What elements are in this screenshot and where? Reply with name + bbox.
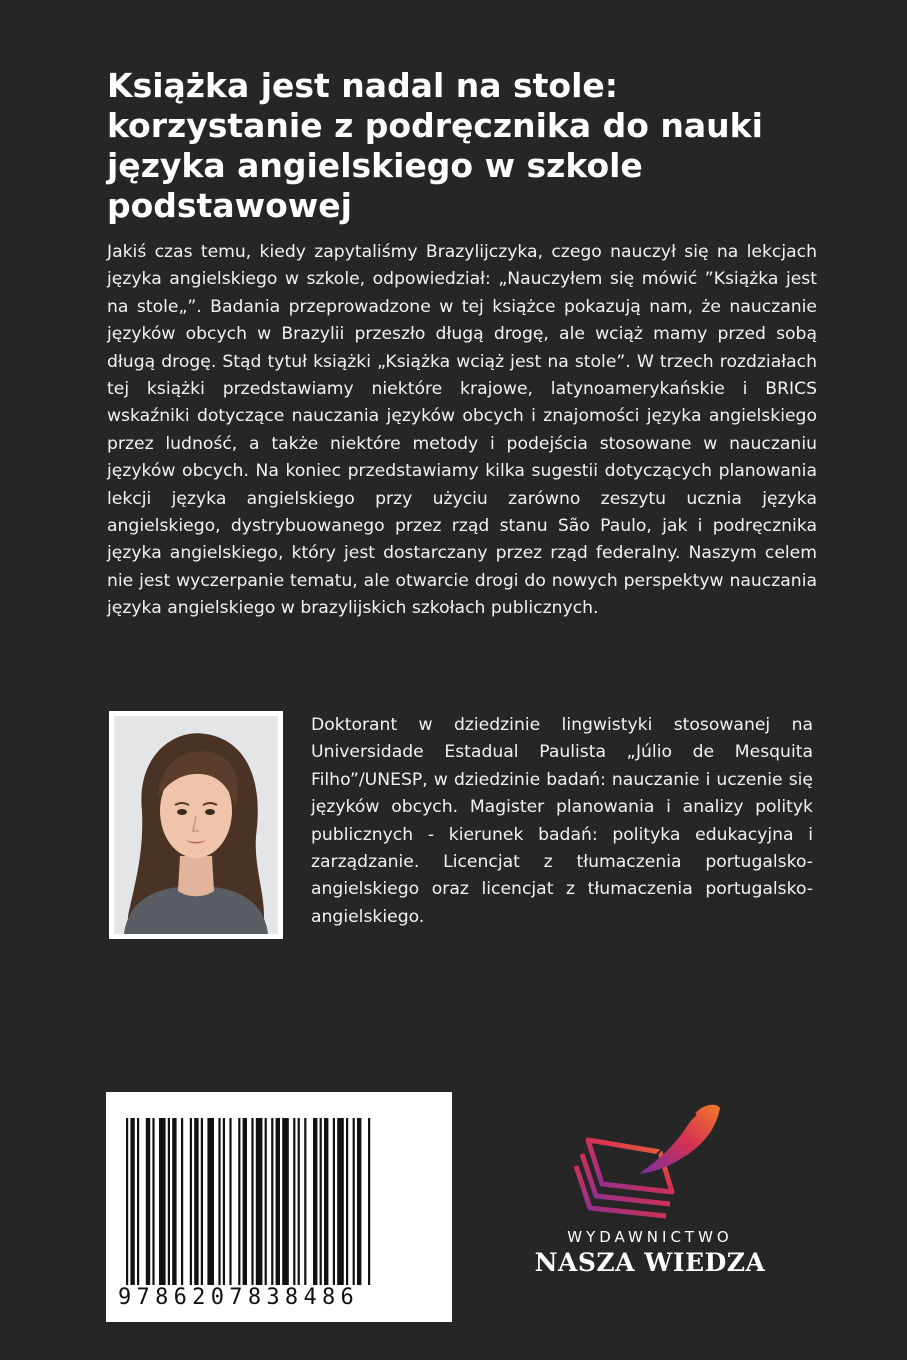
barcode-bar	[146, 1118, 150, 1298]
author-bio: Doktorant w dziedzinie lingwistyki stosowanej na Universidade Estadual Paulista „Júlio de Mesquita Filho”/UNESP, w dziedzinie badań: nauczanie i uczenie się języków obcych. Magister planowania i analizy polityk publicznych - kierunek badań: polityka edukacyjna i zarządzanie. Licencjat z tłumaczenia portugalsko-angielskiego oraz licencjat z tłumaczenia portugalsko-angielskiego.	[311, 715, 813, 927]
barcode-bar	[265, 1118, 267, 1298]
barcode-bar	[368, 1118, 370, 1298]
book-description: Jakiś czas temu, kiedy zapytaliśmy Brazylijczyka, czego nauczył się na lekcjach języka angielskiego w szkole, odpowiedział: „Nauczyłem się mówić ”Książka jest na stole„”. Badania przeprowadzone w tej książce pokazują nam, że nauczanie języków obcych w Brazylii przeszło długą drogę, ale wciąż mamy przed sobą długą drogę. Stąd tytuł książki „Książka wciąż jest na stole”. W trzech rozdziałach tej książki przedstawiamy niektóre krajowe, latynoamerykańskie i BRICS wskaźniki dotyczące nauczania języków obcych i znajomości języka angielskiego przez ludność, a także niektóre metody i podejścia stosowane w nauczaniu języków obcych. Na koniec przedstawiamy kilka sugestii dotyczących planowania lekcji języka angielskiego przy użyciu zarówno zeszytu ucznia języka angielskiego, dystrybuowanego przez rząd stanu São Paulo, jak i podręcznika języka angielskiego, który jest dostarczany przez rząd federalny. Naszym celem nie jest wyczerpanie tematu, ale otwarcie drogi do nowych perspektyw nauczania języka angielskiego w brazylijskich szkołach publicznych.	[107, 242, 817, 619]
barcode-bar	[137, 1118, 139, 1298]
barcode-bar	[207, 1118, 214, 1298]
publisher-logo	[520, 1100, 780, 1290]
barcode-bar	[194, 1118, 198, 1298]
publisher-label: WYDAWNICTWO	[567, 1228, 733, 1246]
barcode-bar	[353, 1118, 355, 1298]
barcode-bar	[238, 1118, 240, 1298]
author-photo	[109, 711, 283, 939]
isbn-number: 9786207838486	[116, 1285, 442, 1310]
barcode-bar	[293, 1118, 295, 1298]
barcode-bar	[304, 1118, 306, 1298]
barcode-bar	[172, 1118, 176, 1298]
barcode-bar	[218, 1118, 220, 1298]
barcode-bar	[243, 1118, 247, 1298]
barcode-bar	[282, 1118, 289, 1298]
barcode-bar	[337, 1118, 344, 1298]
barcode-bar	[181, 1118, 183, 1298]
portrait-illustration	[114, 716, 278, 934]
barcode-bar	[251, 1118, 253, 1298]
barcode-bar	[126, 1118, 128, 1298]
barcode-bar	[223, 1118, 225, 1298]
barcode-bar	[276, 1118, 280, 1298]
barcode-bar	[324, 1118, 328, 1298]
barcode-bar	[190, 1118, 192, 1298]
barcode-bar	[201, 1118, 203, 1298]
barcode-bar	[229, 1118, 231, 1298]
barcode-bar	[152, 1118, 154, 1298]
barcode-bar	[256, 1118, 263, 1298]
barcode-bar	[168, 1118, 170, 1298]
barcode-bar	[320, 1118, 322, 1298]
barcode-bar	[130, 1118, 134, 1298]
barcode-bar	[298, 1118, 300, 1298]
barcode-bar	[346, 1118, 348, 1298]
book-quill-icon	[520, 1100, 780, 1225]
book-title: Książka jest nadal na stole: korzystanie z podręcznika do nauki języka angielskiego w szkole podstawowej	[107, 66, 763, 225]
barcode-bar	[357, 1118, 361, 1298]
barcode-bar	[313, 1118, 317, 1298]
barcode-bar	[333, 1118, 335, 1298]
publisher-name: NASZA WIEDZA	[534, 1248, 766, 1277]
barcode-bar	[159, 1118, 166, 1298]
author-portrait-image	[114, 716, 278, 934]
barcode-bar	[271, 1118, 273, 1298]
isbn-barcode	[106, 1092, 452, 1322]
